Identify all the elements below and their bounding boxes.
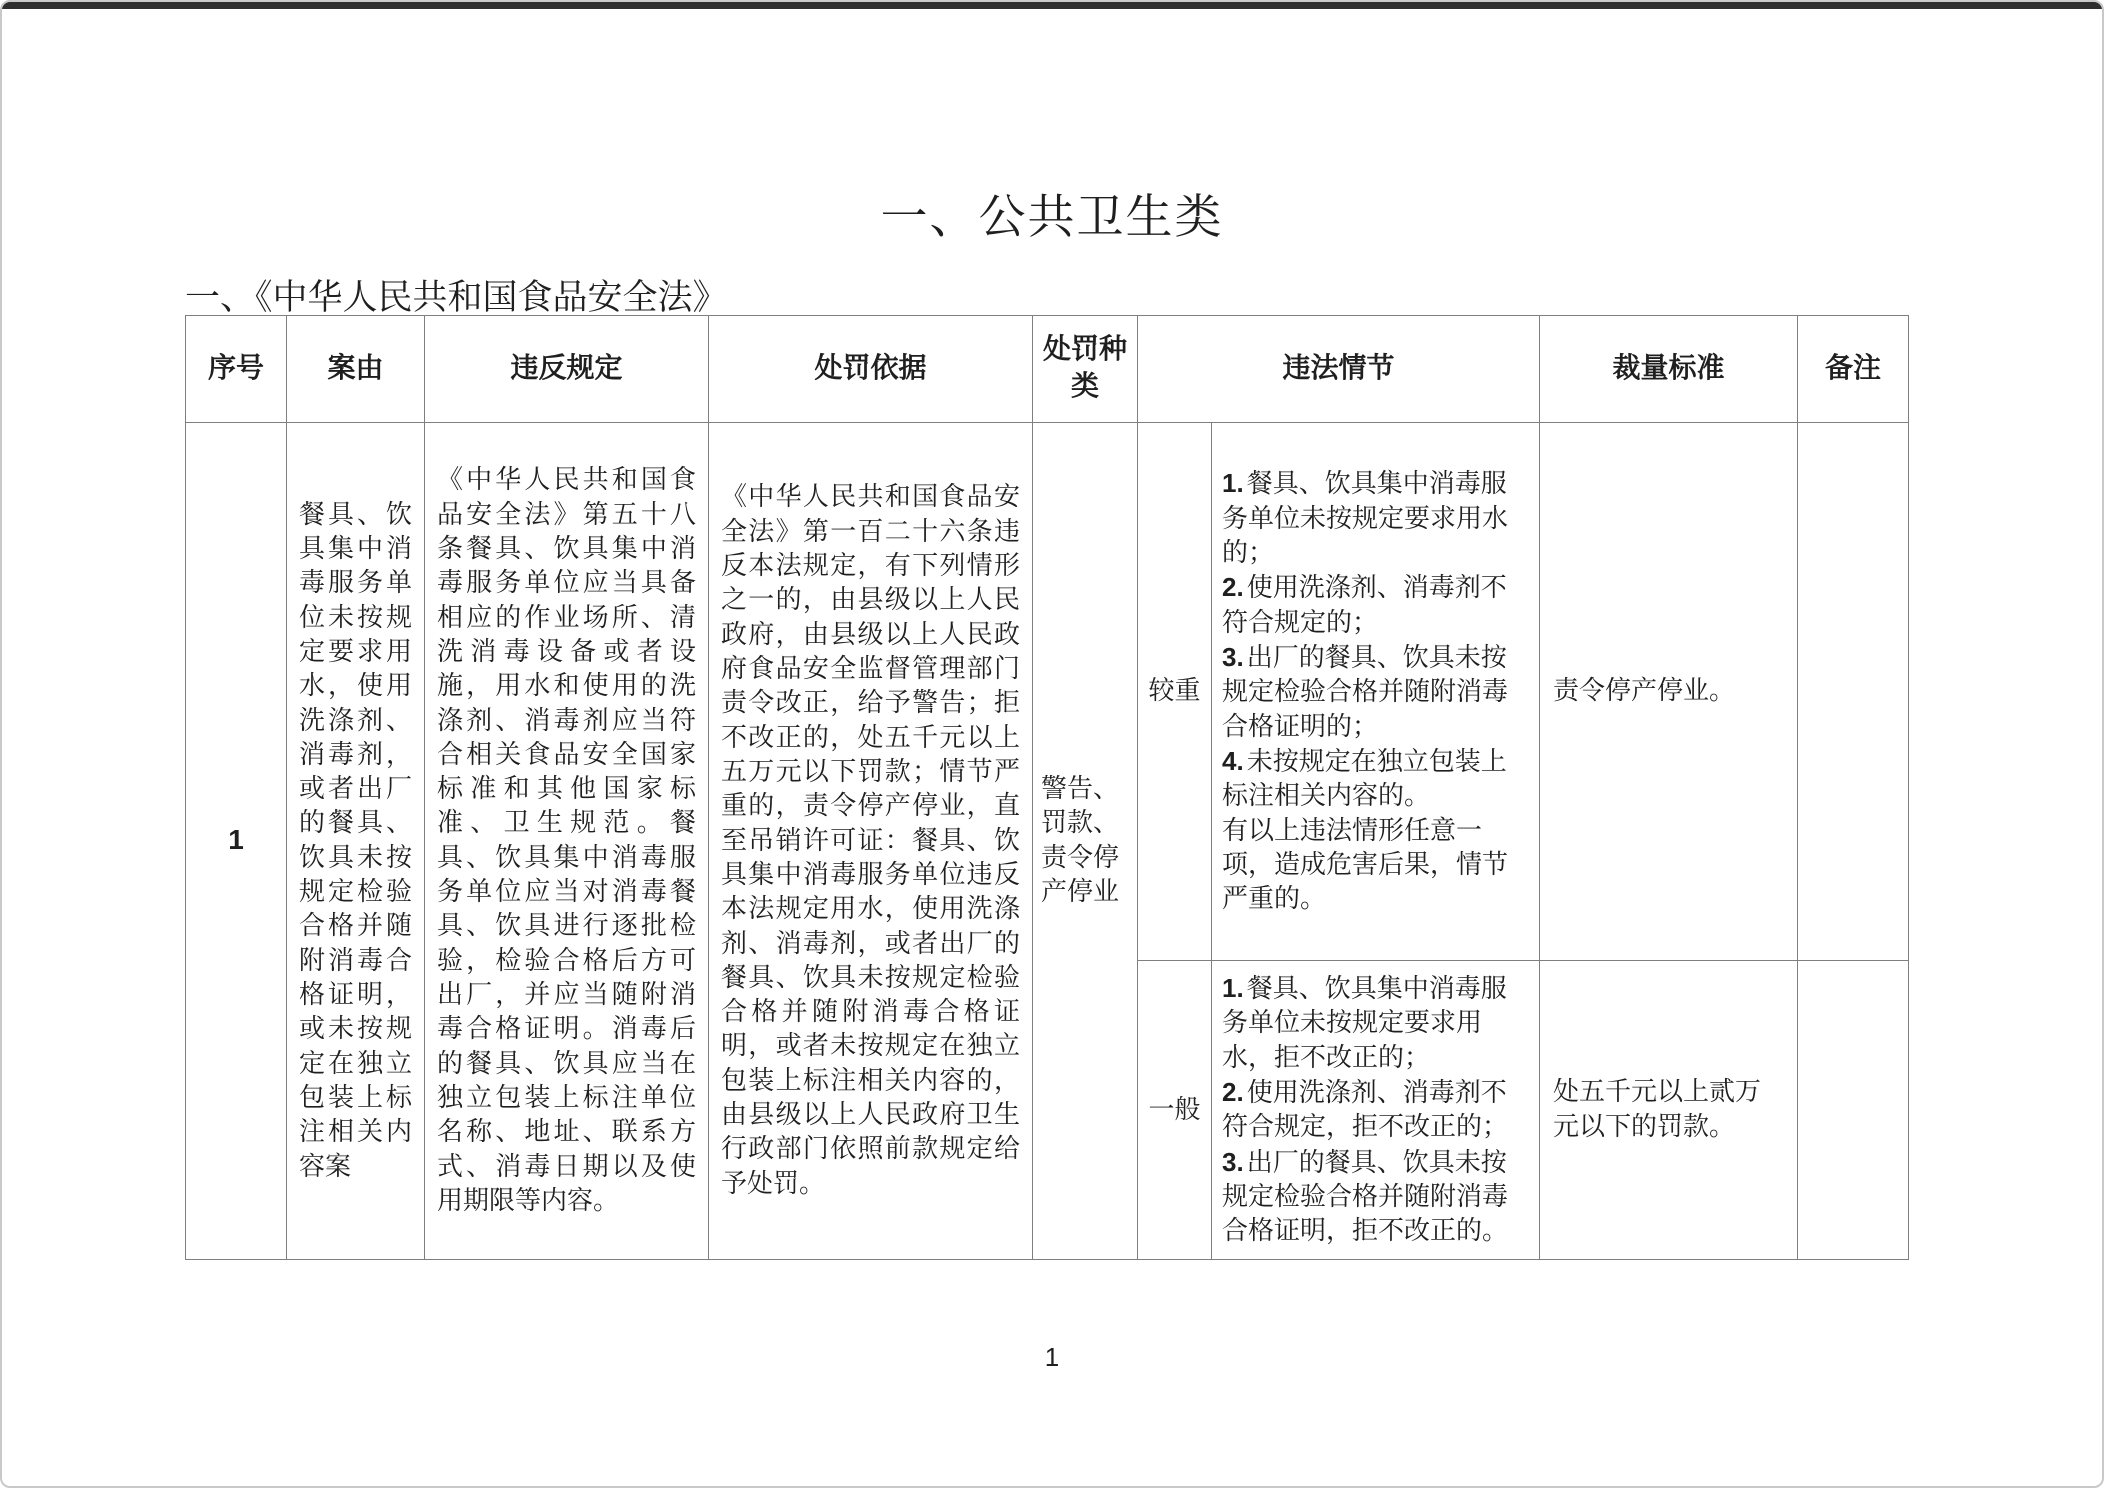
circumstance-item [1222,1145,1529,1249]
item-text: 餐具、饮具集中消毒服务单位未按规定要求用水的； [1222,469,1509,568]
col-header-cause: 案由 [287,316,425,423]
circumstance-item [1222,570,1529,640]
col-header-penalty-basis: 处罚依据 [709,316,1033,423]
cell-severity-severe: 较重 [1138,423,1212,961]
circumstance-item [1222,1075,1529,1145]
table-header-row [186,316,1909,423]
item-number: 1. [1222,973,1244,1003]
document-title: 一、公共卫生类 [880,192,1224,244]
penalty-table [185,315,1909,1260]
circumstance-item [1222,466,1529,570]
cell-violation [425,423,709,1260]
item-text: 出厂的餐具、饮具未按规定检验合格并随附消毒合格证明的； [1222,643,1509,741]
col-header-illegal-circumstances: 违法情节 [1138,316,1540,423]
item-number: 2. [1222,1076,1244,1107]
cell-penalty-type [1033,423,1138,1260]
item-number: 2. [1222,572,1244,603]
circumstance-item [1222,971,1529,1075]
cell-remark-general [1798,961,1909,1260]
section-heading: 一、《中华人民共和国食品安全法》 [185,278,728,317]
col-header-index: 序号 [186,316,287,423]
cell-cause [287,423,425,1260]
circumstance-item [1222,640,1529,744]
cell-circumstances-severe [1212,423,1540,961]
cell-circumstances-general [1212,961,1540,1260]
window-top-edge [2,2,2102,9]
cell-penalty-basis [709,423,1033,1260]
item-text: 餐具、饮具集中消毒服务单位未按规定要求用水，拒不改正的； [1222,974,1507,1072]
item-number: 3. [1222,642,1244,673]
item-number: 3. [1222,1146,1244,1177]
item-text: 使用洗涤剂、消毒剂不符合规定的； [1222,573,1507,637]
cell-discretion-general: 处五千元以上贰万元以下的罚款。 [1540,961,1798,1260]
penalty-type-text: 警告、罚款、责令停产停业 [1041,774,1120,907]
circumstance-item [1222,744,1529,814]
col-header-remarks: 备注 [1798,316,1909,423]
item-text: 使用洗涤剂、消毒剂不符合规定，拒不改正的； [1222,1077,1509,1142]
item-number: 1. [1222,468,1244,499]
table-row-severe [186,423,1909,961]
page-number: 1 [1044,1342,1060,1372]
item-number: 4. [1222,745,1244,776]
cell-discretion-severe: 责令停产停业。 [1540,423,1798,961]
item-text: 未按规定在独立包装上标注相关内容的。 [1222,746,1507,811]
col-header-discretion-standard: 裁量标准 [1540,316,1798,423]
item-text: 出厂的餐具、饮具未按规定检验合格并随附消毒合格证明，拒不改正的。 [1222,1147,1509,1246]
circumstance-extra-text: 有以上违法情形任意一项，造成危害后果，情节严重的。 [1222,815,1509,914]
violation-text: 《中华人民共和国食品安全法》第五十八条餐具、饮具集中消毒服务单位应当具备相应的作业场所、清洗消毒设备或者设施，用水和使用的洗涤剂、消毒剂应当符合相关食品安全国家标准和其他国家标准、卫生规范。餐具、饮具集中消毒服务单位应当对消毒餐具、饮具进行逐批检验，检验合格后方可出厂，并应当随附消毒合格证明。消毒后的餐具、饮具应当在独立包装上标注单位名称、地址、联系方式、消毒日期以及使用期限等内容。 [437,465,696,1215]
col-header-violation: 违反规定 [425,316,709,423]
penalty-basis-text: 《中华人民共和国食品安全法》第一百二十六条违反本法规定，有下列情形之一的，由县级以上人民政府，由县级以上人民政府食品安全监督管理部门责令改正，给予警告；拒不改正的，处五千元以上五万元以下罚款；情节严重的，责令停产停业，直至吊销许可证：餐具、饮具集中消毒服务单位违反本法规定用水，使用洗涤剂、消毒剂，或者出厂的餐具、饮具未按规定检验合格并随附消毒合格证明，或者未按规定在独立包装上标注相关内容的，由县级以上人民政府卫生行政部门依照前款规定给予处罚。 [721,482,1020,1198]
cell-severity-general: 一般 [1138,961,1212,1260]
cell-index: 1 [186,423,287,1260]
col-header-penalty-type: 处罚种类 [1033,316,1138,423]
cause-text: 餐具、饮具集中消毒服务单位未按规定要求用水，使用洗涤剂、消毒剂，或者出厂的餐具、饮具未按规定检验合格并随附消毒合格证明，或未按规定在独立包装上标注相关内容案 [299,499,412,1181]
cell-remark-severe [1798,423,1909,961]
